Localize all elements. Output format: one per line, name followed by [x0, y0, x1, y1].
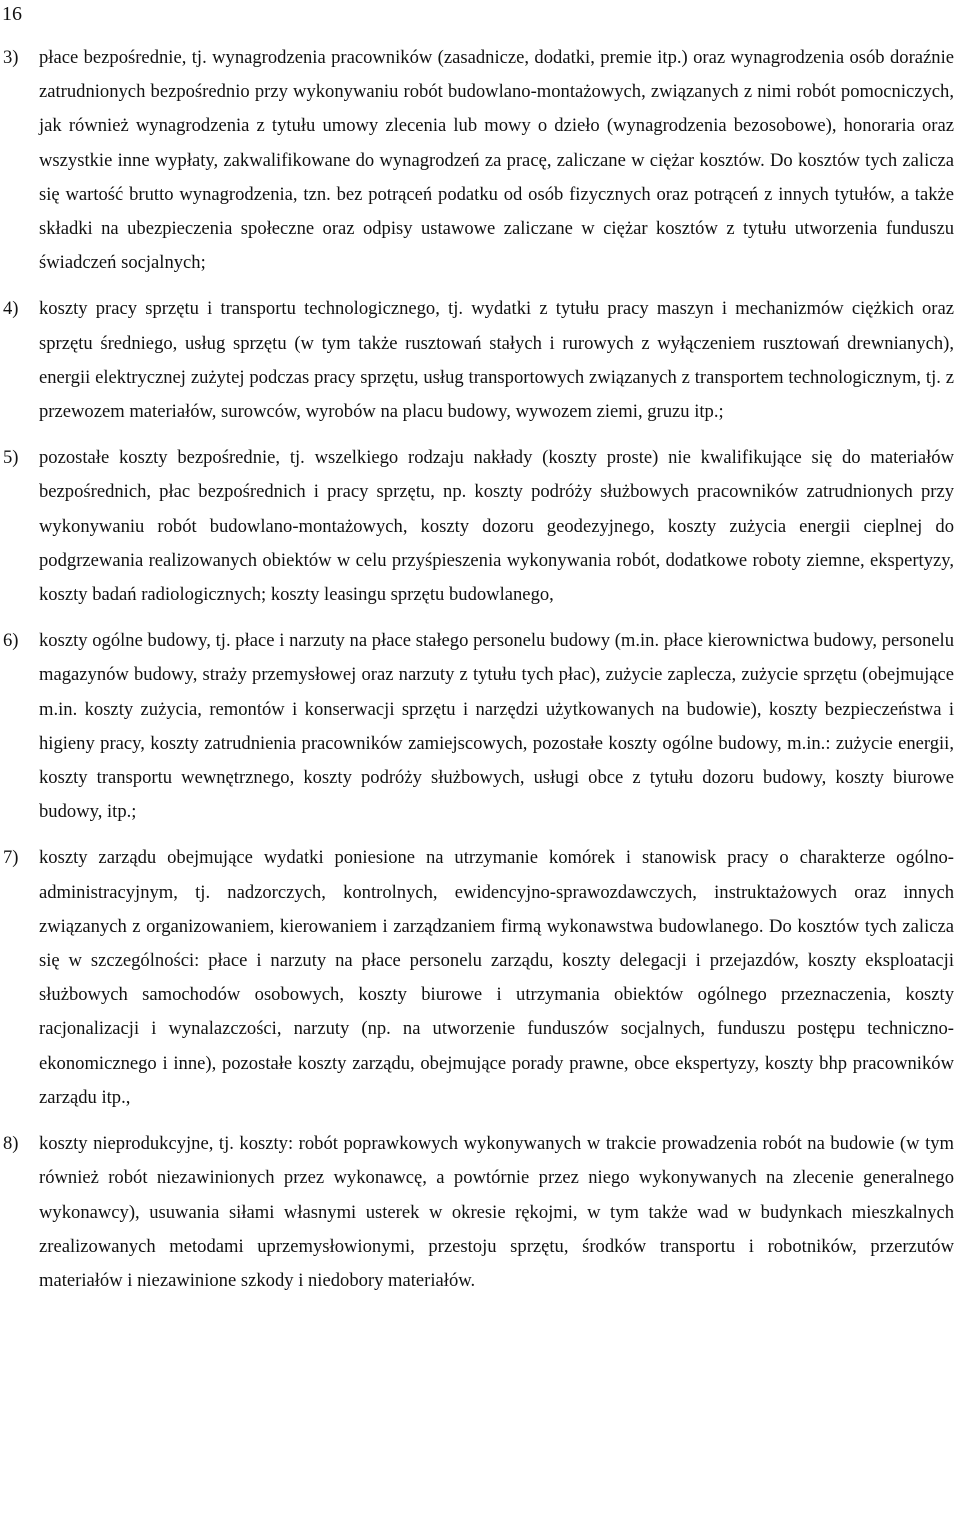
list-item-text: koszty ogólne budowy, tj. płace i narzuty na płace stałego personelu budowy (m.in. płace kierownictwa budowy, personelu magazynów budowy, straży przemysłowej oraz narzuty z tytułu tych płac), zużycie zaplecza, zużycie sprzętu (obejmujące m.in. koszty zużycia, remontów i konserwacji sprzętu i narzędzi użytkowanych na budowie), koszty bezpieczeństwa i higieny pracy, koszty zatrudnienia pracowników zamiejscowych, pozostałe koszty ogólne budowy, m.in.: zużycie energii, koszty transportu wewnętrznego, koszty podróży służbowych, usługi obce z tytułu dozoru budowy, koszty biurowe budowy, itp.;: [39, 630, 954, 823]
list-item-text: płace bezpośrednie, tj. wynagrodzenia pracowników (zasadnicze, dodatki, premie itp.) oraz wynagrodzenia osób doraźnie zatrudnionych bezpośrednio przy wykonywaniu robót budowlano-montażowych, związanych z nimi robót pomocniczych, jak również wynagrodzenia z tytułu umowy zlecenia lub mowy o dzieło (wynagrodzenia bezosobowe), honoraria oraz wszystkie inne wypłaty, zakwalifikowane do wynagrodzeń za pracę, zaliczane w ciężar kosztów. Do kosztów tych zalicza się wartość brutto wynagrodzenia, tzn. bez potrąceń podatku od osób fizycznych oraz potrąceń z innych tytułów, a także składki na ubezpieczenia społeczne oraz odpisy ustawowe zaliczane w ciężar kosztów z tytułu utworzenia funduszu świadczeń socjalnych;: [39, 47, 954, 274]
list-item: [0, 624, 960, 829]
page-number: 16: [2, 3, 22, 25]
list-item-text: koszty nieprodukcyjne, tj. koszty: robót poprawkowych wykonywanych w trakcie prowadzenia robót na budowie (w tym również robót niezawinionych przez wykonawcę, a powtórnie przez niego wykonywanych na zlecenie generalnego wykonawcy), usuwania siłami własnymi usterek w okresie rękojmi, w tym także wad w budynkach mieszkalnych zrealizowanych metodami uprzemysłowionymi, przestoju sprzętu, środków transportu i robotników, przerzutów materiałów i niezawinione szkody i niedobory materiałów.: [39, 1133, 954, 1291]
list-item-number: 4): [3, 298, 19, 320]
list-item-number: 8): [3, 1133, 19, 1155]
list-item-text: pozostałe koszty bezpośrednie, tj. wszelkiego rodzaju nakłady (koszty proste) nie kwalifikujące się do materiałów bezpośrednich, płac bezpośrednich i pracy sprzętu, np. koszty podróży służbowych pracowników zatrudnionych przy wykonywaniu robót budowlano-montażowych, koszty dozoru geodezyjnego, koszty zużycia energii cieplnej do podgrzewania realizowanych obiektów w celu przyśpieszenia wykonywania robót, dodatkowe roboty ziemne, ekspertyzy, koszty badań radiologicznych; koszty leasingu sprzętu budowlanego,: [39, 447, 954, 606]
list-item-number: 6): [3, 630, 19, 652]
list-item-text: koszty zarządu obejmujące wydatki poniesione na utrzymanie komórek i stanowisk pracy o charakterze ogólno-administracyjnym, tj. nadzorczych, kontrolnych, ewidencyjno-sprawozdawczych, instruktażowych oraz innych związanych z organizowaniem, kierowaniem i zarządzaniem firmą wykonawstwa budowlanego. Do kosztów tych zalicza się w szczególności: płace i narzuty na płace personelu zarządu, koszty delegacji i przejazdów, koszty eksploatacji służbowych samochodów osobowych, koszty biurowe i utrzymania obiektów ogólnego przeznaczenia, koszty racjonalizacji i wynalazczości, narzuty (np. na utworzenie funduszów socjalnych, funduszu postępu techniczno-ekonomicznego i inne), pozostałe koszty zarządu, obejmujące porady prawne, obce ekspertyzy, koszty bhp pracowników zarządu itp.,: [39, 847, 954, 1108]
list-item: [0, 841, 960, 1115]
list-item: [0, 1127, 960, 1298]
list-item-number: 7): [3, 847, 19, 869]
list-item-number: 3): [3, 47, 19, 68]
list-item-number: 5): [3, 447, 19, 469]
list-item: [0, 292, 960, 429]
list-item: [0, 41, 960, 280]
list-item-text: koszty pracy sprzętu i transportu technologicznego, tj. wydatki z tytułu pracy maszyn i mechanizmów ciężkich oraz sprzętu średniego, usług sprzętu (w tym także rusztowań stałych i rurowych z wyłączeniem rusztowań drewnianych), energii elektrycznej zużytej podczas pracy sprzętu, usług transportowych związanych z transportem technologicznym, tj. z przewozem materiałów, surowców, wyrobów na placu budowy, wywozem ziemi, gruzu itp.;: [39, 298, 954, 423]
list-item: [0, 441, 960, 612]
document-body: [0, 41, 960, 1310]
